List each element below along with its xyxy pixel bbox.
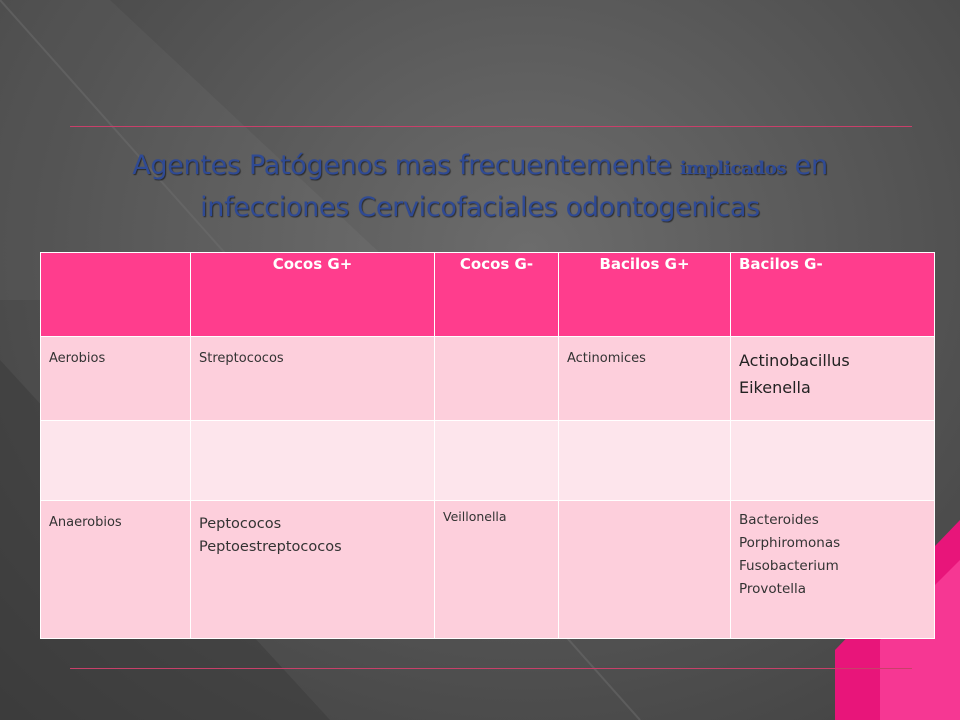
organism-name: Provotella	[739, 581, 807, 597]
organism-name: Eikenella	[739, 378, 811, 397]
cell-aerobios-bacilos-gpos: Actinomices	[559, 337, 731, 421]
header-cocos-gpos: Cocos G+	[191, 253, 435, 337]
title-line1-small: implicados	[679, 158, 787, 179]
table-row-empty	[41, 421, 935, 501]
cell-anaerobios-cocos-gpos	[191, 501, 435, 639]
organism-name: Actinobacillus	[739, 351, 850, 370]
header-bacilos-gpos: Bacilos G+	[559, 253, 731, 337]
cell-aerobios-cocos-gpos: Streptococos	[191, 337, 435, 421]
header-bacilos-gneg: Bacilos G-	[731, 253, 935, 337]
organism-name: Fusobacterium	[739, 558, 839, 574]
organism-name: Bacteroides	[739, 512, 819, 528]
title-line2: infecciones Cervicofaciales odontogenicas	[200, 192, 760, 223]
cell-empty	[435, 421, 559, 501]
top-divider	[70, 126, 912, 127]
organism-name: Peptococos	[199, 516, 282, 532]
cell-empty	[731, 421, 935, 501]
cell-empty	[191, 421, 435, 501]
table-row-anaerobios	[41, 501, 935, 639]
cell-empty	[41, 421, 191, 501]
pathogens-table	[40, 252, 935, 639]
cell-aerobios-cocos-gneg	[435, 337, 559, 421]
cell-anaerobios-bacilos-gneg	[731, 501, 935, 639]
cell-empty	[559, 421, 731, 501]
table-row-aerobios	[41, 337, 935, 421]
cell-anaerobios-bacilos-gpos	[559, 501, 731, 639]
bottom-divider	[70, 668, 912, 669]
cell-label-aerobios: Aerobios	[41, 337, 191, 421]
organism-name: Peptoestreptococos	[199, 539, 342, 555]
table-header-row	[41, 253, 935, 337]
slide-title	[40, 146, 920, 227]
title-line1-end: en	[786, 150, 828, 181]
organism-name: Porphiromonas	[739, 535, 841, 551]
cell-label-anaerobios: Anaerobios	[41, 501, 191, 639]
header-cocos-gneg: Cocos G-	[435, 253, 559, 337]
header-empty	[41, 253, 191, 337]
cell-anaerobios-cocos-gneg: Veillonella	[435, 501, 559, 639]
cell-aerobios-bacilos-gneg	[731, 337, 935, 421]
title-line1-main: Agentes Patógenos mas frecuentemente	[132, 150, 680, 181]
